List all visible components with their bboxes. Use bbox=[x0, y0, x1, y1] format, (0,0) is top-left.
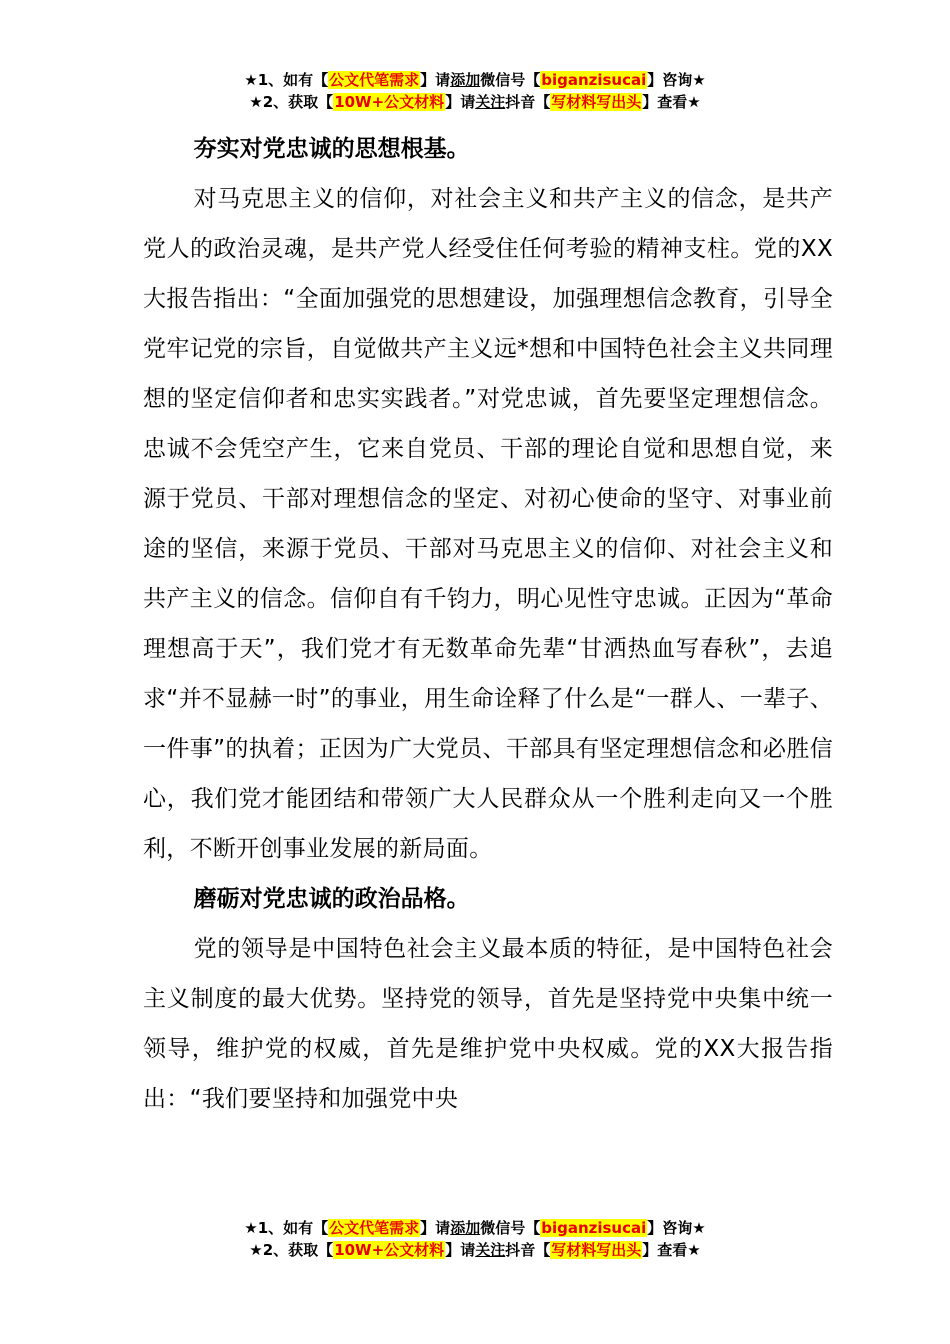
section-heading-2: 磨砺对党忠诚的政治品格。 bbox=[193, 886, 470, 912]
document-body bbox=[143, 124, 833, 1124]
section-heading-1: 夯实对党忠诚的思想根基。 bbox=[193, 136, 470, 162]
banner-text: 】查看★ bbox=[642, 93, 701, 111]
banner-highlight: 写材料写出头 bbox=[551, 1241, 642, 1259]
banner-text: ★1、如有【 bbox=[244, 1219, 329, 1237]
banner-text: 】请 bbox=[420, 1219, 451, 1237]
banner-highlight: biganzisucai bbox=[541, 1219, 647, 1237]
banner-text: ★2、获取【 bbox=[249, 1241, 334, 1259]
header-banner bbox=[0, 69, 950, 113]
banner-line-1 bbox=[0, 69, 950, 91]
banner-highlight: 10W+公文材料 bbox=[334, 93, 445, 111]
banner-line-2 bbox=[0, 91, 950, 113]
banner-highlight: 公文代笔需求 bbox=[329, 71, 420, 89]
banner-highlight: 10W+公文材料 bbox=[334, 1241, 445, 1259]
banner-text: ★2、获取【 bbox=[249, 93, 334, 111]
banner-underline: 添加 bbox=[450, 1219, 481, 1237]
banner-text: 】咨询★ bbox=[647, 1219, 706, 1237]
banner-text: ★1、如有【 bbox=[244, 71, 329, 89]
banner-line-2 bbox=[0, 1239, 950, 1261]
banner-text: 】请 bbox=[420, 71, 451, 89]
banner-highlight: 公文代笔需求 bbox=[329, 1219, 420, 1237]
banner-text: 】查看★ bbox=[642, 1241, 701, 1259]
banner-text: 】咨询★ bbox=[647, 71, 706, 89]
banner-underline: 关注 bbox=[475, 93, 506, 111]
banner-highlight: biganzisucai bbox=[541, 71, 647, 89]
banner-line-1 bbox=[0, 1217, 950, 1239]
banner-text: 微信号【 bbox=[480, 1219, 541, 1237]
banner-text: 】请 bbox=[445, 1241, 476, 1259]
paragraph-1: 对马克思主义的信仰，对社会主义和共产主义的信念，是共产党人的政治灵魂，是共产党人经受住任何考验的精神支柱。党的XX大报告指出：“全面加强党的思想建设，加强理想信念教育，引导全党牢记党的宗旨，自觉做共产主义远*想和中国特色社会主义共同理想的坚定信仰者和忠实实践者。”对党忠诚，首先要坚定理想信念。忠诚不会凭空产生，它来自党员、干部的理论自觉和思想自觉，来源于党员、干部对理想信念的坚定、对初心使命的坚守、对事业前途的坚信，来源于党员、干部对马克思主义的信仰、对社会主义和共产主义的信念。信仰自有千钧力，明心见性守忠诚。正因为“革命理想高于天”，我们党才有无数革命先辈“甘洒热血写春秋”，去追求“并不显赫一时”的事业，用生命诠释了什么是“一群人、一辈子、一件事”的执着；正因为广大党员、干部具有坚定理想信念和必胜信心，我们党才能团结和带领广大人民群众从一个胜利走向又一个胜利，不断开创事业发展的新局面。 bbox=[143, 186, 833, 862]
banner-underline: 添加 bbox=[450, 71, 481, 89]
banner-text: 抖音【 bbox=[505, 1241, 551, 1259]
banner-text: 微信号【 bbox=[480, 71, 541, 89]
footer-banner bbox=[0, 1217, 950, 1261]
paragraph-2: 党的领导是中国特色社会主义最本质的特征，是中国特色社会主义制度的最大优势。坚持党的领导，首先是坚持党中央集中统一领导，维护党的权威，首先是维护党中央权威。党的XX大报告指出：“我们要坚持和加强党中央 bbox=[143, 936, 833, 1112]
banner-highlight: 写材料写出头 bbox=[551, 93, 642, 111]
banner-text: 抖音【 bbox=[505, 93, 551, 111]
banner-text: 】请 bbox=[445, 93, 476, 111]
banner-underline: 关注 bbox=[475, 1241, 506, 1259]
